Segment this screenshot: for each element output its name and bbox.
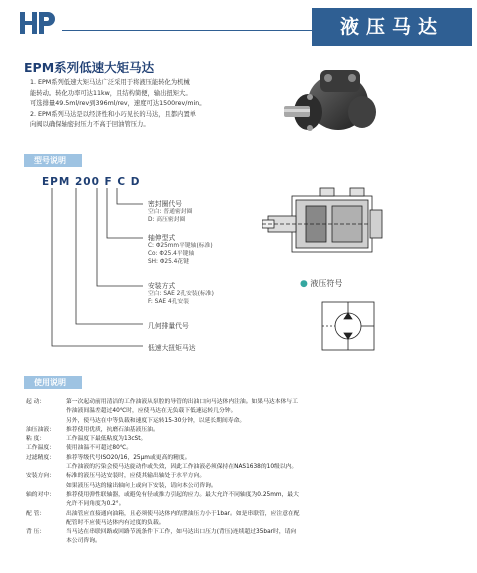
intro-list — [30, 78, 206, 131]
usage-row — [26, 528, 300, 537]
usage-label: 过滤精度： — [26, 454, 55, 461]
model-section-title: 型号说明 — [34, 156, 66, 165]
intro-line: 向阀以确保轴密封压力不高于回油管压力。 — [30, 121, 150, 129]
shaft-option: Co: Φ25.4平键轴 — [148, 251, 195, 257]
mount-code-group — [148, 280, 214, 306]
usage-row — [26, 398, 300, 407]
usage-text: 使用油温不可超过80℃。 — [66, 445, 133, 452]
usage-label: 配 管： — [26, 510, 46, 517]
intro-line: 1. EPM系列低速大矩马达广泛采用于将液压能转化为机械 — [30, 79, 190, 86]
hydraulic-symbol — [318, 296, 378, 356]
usage-text: 推荐使用优质，抗磨石油基液压油。 — [66, 426, 159, 433]
usage-row-cont: 如果液压马达的输出轴向上或向下安装，请向本公司咨询。 — [66, 482, 217, 489]
bullet-dot-icon: ● — [300, 279, 308, 289]
series-label: 低速大扭矩马达 — [148, 344, 196, 352]
intro-line: 能转动。转化功率可达11kw，且结构简便，输出扭矩大。 — [30, 89, 192, 97]
mount-option: F: SAE 4孔安装 — [148, 299, 190, 305]
model-code-leader-lines — [40, 186, 150, 351]
usage-row — [26, 435, 300, 444]
model-section-bar — [24, 154, 82, 167]
page-title: EPM系列低速大矩马达 — [24, 60, 155, 75]
shaft-option: C: Φ25mm平键轴(标准) — [148, 243, 213, 249]
usage-label: 轴的对中： — [26, 491, 55, 498]
usage-list — [26, 398, 300, 547]
company-logo — [18, 8, 60, 38]
usage-label: 安装方向： — [26, 473, 55, 480]
symbol-section-title: 液压符号 — [310, 279, 343, 288]
usage-text: 工作温度下最低粘度为13cSt。 — [66, 436, 147, 443]
usage-row-cont: 配管时不应使马达体内有过度的负载。 — [66, 519, 165, 526]
seal-code-group — [148, 198, 192, 224]
symbol-heading — [300, 278, 342, 289]
usage-section-title: 使用说明 — [34, 378, 66, 387]
usage-label: 油压油液： — [26, 426, 55, 433]
header-banner-title: 液压马达 — [339, 16, 444, 38]
usage-text: 当马达在串联回路或回路节流条件下工作，如马达出口压力(背压)连续超过35bar时，请向 — [66, 529, 297, 536]
header-rule — [62, 30, 312, 31]
seal-option: D: 高压密封圈 — [148, 217, 186, 223]
usage-row-cont: 作油液间温差超过40℃时，应使马达在无负载下低速运转几分钟。 — [66, 408, 237, 415]
intro-line: 2. EPM系列马达是以经济性和小巧见长的马达，且都内置单 — [30, 110, 197, 118]
intro-line: 可选排量49.5ml/rev到396ml/rev，速度可达1500rev/min。 — [30, 100, 206, 108]
usage-row — [26, 510, 300, 519]
displacement-label: 几何排量代号 — [148, 322, 189, 330]
usage-text: 推荐等级代号ISO20/16，25μm或更高的精度。 — [66, 454, 191, 461]
usage-row — [26, 454, 300, 463]
usage-label: 粘 度： — [26, 436, 46, 443]
usage-text: 标准的液压马达安装时，应使其输出轴处于水平方向。 — [66, 473, 206, 480]
shaft-option: SH: Φ25.4花键 — [148, 259, 189, 265]
usage-text: 第一次起动前用清洁的工作油液从泵腔的导管的出油口向马达体内注油。如果马达本体与工 — [66, 399, 298, 405]
usage-label: 工作温度： — [26, 445, 55, 452]
motor-photo — [280, 62, 390, 152]
usage-label: 起 动： — [26, 399, 46, 405]
usage-text: 出油管应直接通向油箱，且必须使马达体内的泄油压力小于1bar。如是串联管，应注意在配 — [66, 510, 300, 517]
usage-text: 推荐使用弹性联轴器，或避免有径或推力引起的应力。最大允许不同轴度为0.25mm，最大 — [66, 491, 299, 498]
usage-row — [26, 491, 300, 500]
model-code: EPM 200 F C D — [42, 176, 141, 188]
shaft-code-group — [148, 232, 213, 266]
usage-row-cont: 本公司咨询。 — [66, 538, 101, 545]
usage-label: 背 压： — [26, 529, 46, 536]
usage-row-cont: 另外，使马达在中等负载和速度下运转15-30分钟，以延长期间寿命。 — [66, 417, 246, 424]
usage-row — [26, 444, 300, 453]
usage-section-bar — [24, 376, 82, 389]
usage-row — [26, 426, 300, 435]
motor-cross-section-drawing — [262, 186, 392, 266]
mount-code-label: 安装方式 — [148, 282, 176, 290]
usage-row-cont: 允许不同角度为0.2°。 — [66, 501, 125, 508]
usage-row — [26, 472, 300, 481]
mount-option: 空白: SAE 2孔安装(标准) — [148, 291, 214, 297]
shaft-code-label: 轴伸型式 — [148, 234, 176, 242]
seal-option: 空白: 普通密封圈 — [148, 209, 193, 215]
seal-code-label: 密封圈代号 — [148, 200, 182, 208]
usage-row-cont: 工作油液的污染会使马达旋动作或失效，因此工作油液必须保持在NAS1638的10级以内。 — [66, 464, 298, 471]
